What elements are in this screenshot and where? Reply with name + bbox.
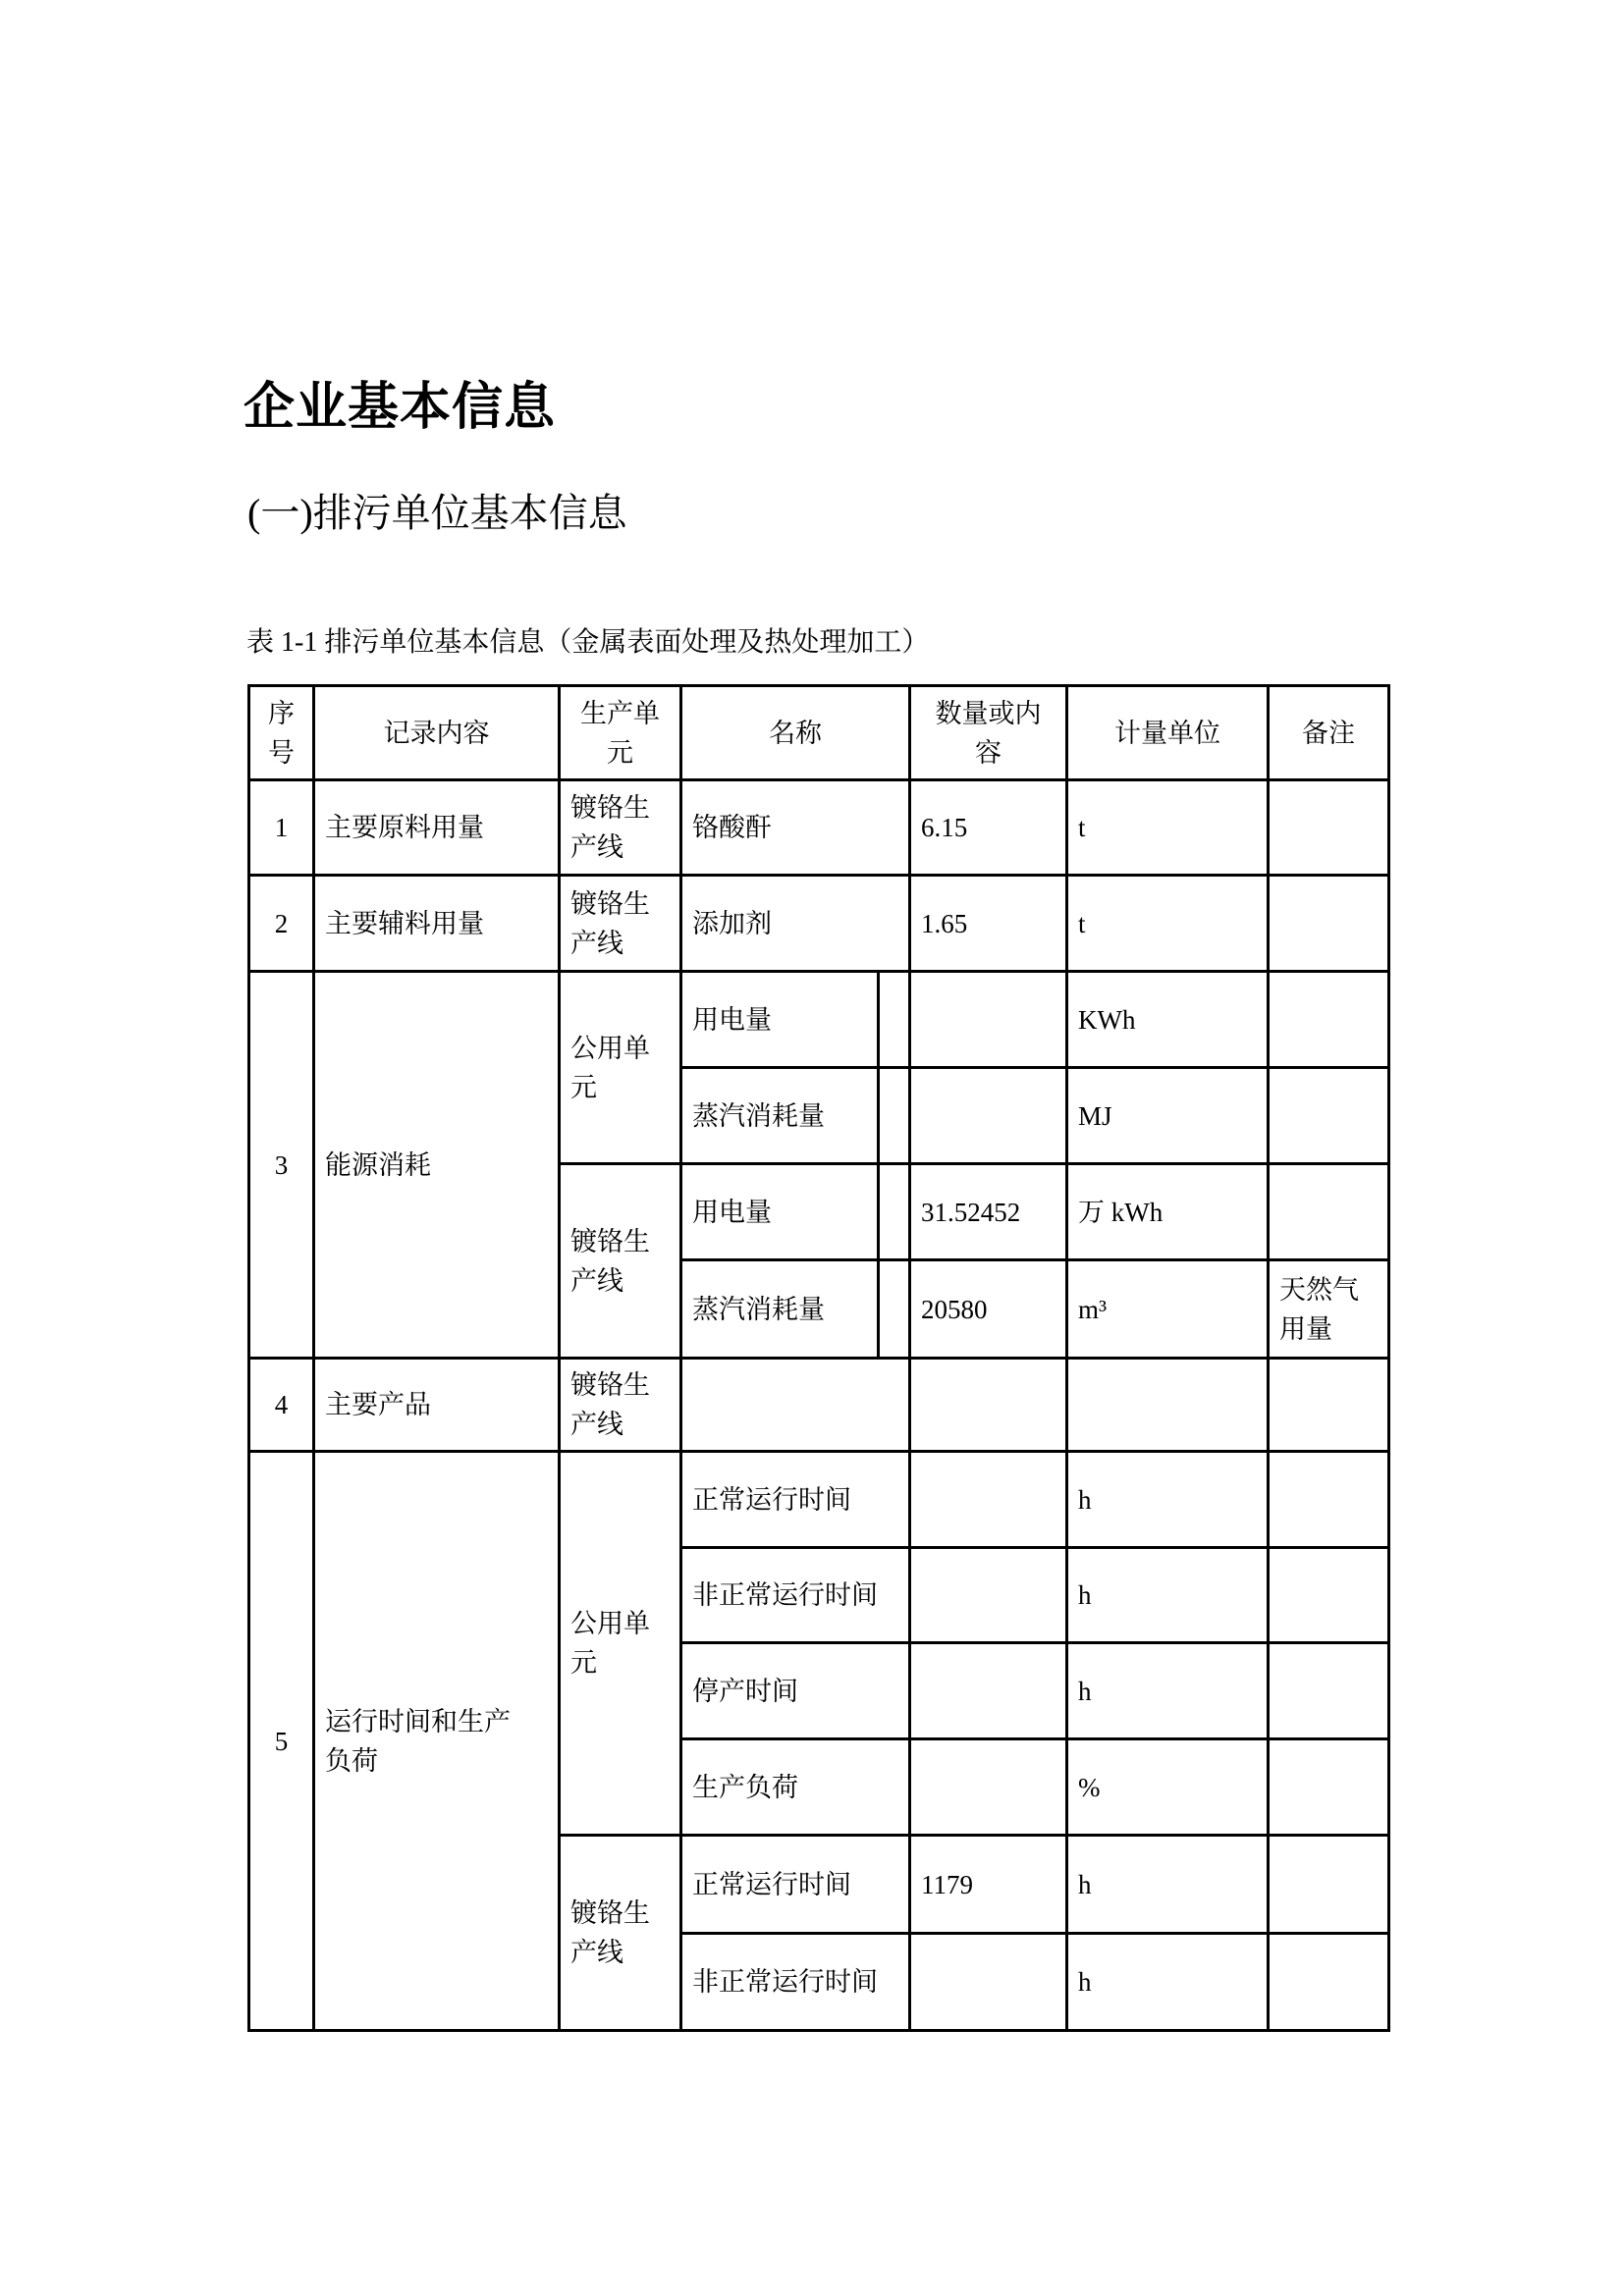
remark-cell (1269, 1164, 1389, 1260)
unit-cell: 镀铬生产线 (560, 1359, 681, 1452)
qty-cell: 6.15 (910, 780, 1067, 876)
qty-cell (910, 1739, 1067, 1836)
remark-cell (1269, 1548, 1389, 1643)
name-cell: 用电量 (681, 1164, 879, 1260)
measure-cell: h (1067, 1643, 1269, 1739)
remark-cell (1269, 1452, 1389, 1548)
name-cell: 非正常运行时间 (681, 1548, 910, 1643)
remark-cell: 天然气用量 (1269, 1260, 1389, 1359)
qty-cell (910, 1359, 1067, 1452)
name-cell: 蒸汽消耗量 (681, 1068, 879, 1164)
header-row (249, 686, 1389, 780)
header-name: 名称 (681, 686, 910, 780)
qty-cell: 20580 (910, 1260, 1067, 1359)
remark-cell (1269, 1934, 1389, 2031)
measure-cell: m³ (1067, 1260, 1269, 1359)
qty-cell (910, 1068, 1067, 1164)
unit-cell: 镀铬生产线 (560, 1164, 681, 1359)
header-index: 序号 (249, 686, 314, 780)
unit-cell: 镀铬生产线 (560, 780, 681, 876)
remark-cell (1269, 1739, 1389, 1836)
header-record: 记录内容 (314, 686, 560, 780)
index-cell: 5 (249, 1452, 314, 2031)
table-row (249, 1359, 1389, 1452)
index-cell: 1 (249, 780, 314, 876)
remark-cell (1269, 876, 1389, 972)
header-measure: 计量单位 (1067, 686, 1269, 780)
record-cell: 主要辅料用量 (314, 876, 560, 972)
qty-cell: 1179 (910, 1836, 1067, 1934)
name-cell: 铬酸酐 (681, 780, 910, 876)
measure-cell: 万 kWh (1067, 1164, 1269, 1260)
name-cell: 生产负荷 (681, 1739, 910, 1836)
qty-cell: 1.65 (910, 876, 1067, 972)
remark-cell (1269, 780, 1389, 876)
measure-cell (1067, 1359, 1269, 1452)
page-title: 企业基本信息 (244, 380, 557, 436)
name-cell: 正常运行时间 (681, 1452, 910, 1548)
remark-cell (1269, 1836, 1389, 1934)
unit-cell: 公用单元 (560, 1452, 681, 1836)
name-cell (681, 1359, 910, 1452)
qty-cell (910, 972, 1067, 1068)
qty-cell (910, 1643, 1067, 1739)
name-cell: 正常运行时间 (681, 1836, 910, 1934)
name-cell: 停产时间 (681, 1643, 910, 1739)
header-unit: 生产单元 (560, 686, 681, 780)
name-cell: 非正常运行时间 (681, 1934, 910, 2031)
qty-cell (910, 1934, 1067, 2031)
basic-info-table (247, 684, 1390, 2032)
measure-cell: % (1067, 1739, 1269, 1836)
name-col-spacer-cell (879, 1068, 910, 1164)
name-cell: 用电量 (681, 972, 879, 1068)
unit-cell: 镀铬生产线 (560, 876, 681, 972)
name-cell: 添加剂 (681, 876, 910, 972)
table-row (249, 780, 1389, 876)
index-cell: 2 (249, 876, 314, 972)
name-col-spacer-cell (879, 1164, 910, 1260)
qty-cell (910, 1452, 1067, 1548)
index-cell: 4 (249, 1359, 314, 1452)
section-heading: (一)排污单位基本信息 (247, 491, 627, 535)
record-cell: 主要产品 (314, 1359, 560, 1452)
measure-cell: t (1067, 780, 1269, 876)
unit-cell: 镀铬生产线 (560, 1836, 681, 2031)
header-remark: 备注 (1269, 686, 1389, 780)
unit-cell: 公用单元 (560, 972, 681, 1164)
measure-cell: MJ (1067, 1068, 1269, 1164)
record-cell: 能源消耗 (314, 972, 560, 1359)
measure-cell: h (1067, 1548, 1269, 1643)
remark-cell (1269, 972, 1389, 1068)
measure-cell: t (1067, 876, 1269, 972)
header-quantity: 数量或内容 (910, 686, 1067, 780)
qty-cell: 31.52452 (910, 1164, 1067, 1260)
remark-cell (1269, 1643, 1389, 1739)
table-row (249, 972, 1389, 1068)
remark-cell (1269, 1359, 1389, 1452)
measure-cell: h (1067, 1452, 1269, 1548)
table-row (249, 876, 1389, 972)
measure-cell: KWh (1067, 972, 1269, 1068)
qty-cell (910, 1548, 1067, 1643)
record-cell: 主要原料用量 (314, 780, 560, 876)
name-cell: 蒸汽消耗量 (681, 1260, 879, 1359)
table-caption: 表 1-1 排污单位基本信息（金属表面处理及热处理加工） (246, 627, 930, 658)
table-row (249, 1452, 1389, 1548)
index-cell: 3 (249, 972, 314, 1359)
name-col-spacer-cell (879, 972, 910, 1068)
measure-cell: h (1067, 1836, 1269, 1934)
remark-cell (1269, 1068, 1389, 1164)
record-cell: 运行时间和生产负荷 (314, 1452, 560, 2031)
name-col-spacer-cell (879, 1260, 910, 1359)
measure-cell: h (1067, 1934, 1269, 2031)
